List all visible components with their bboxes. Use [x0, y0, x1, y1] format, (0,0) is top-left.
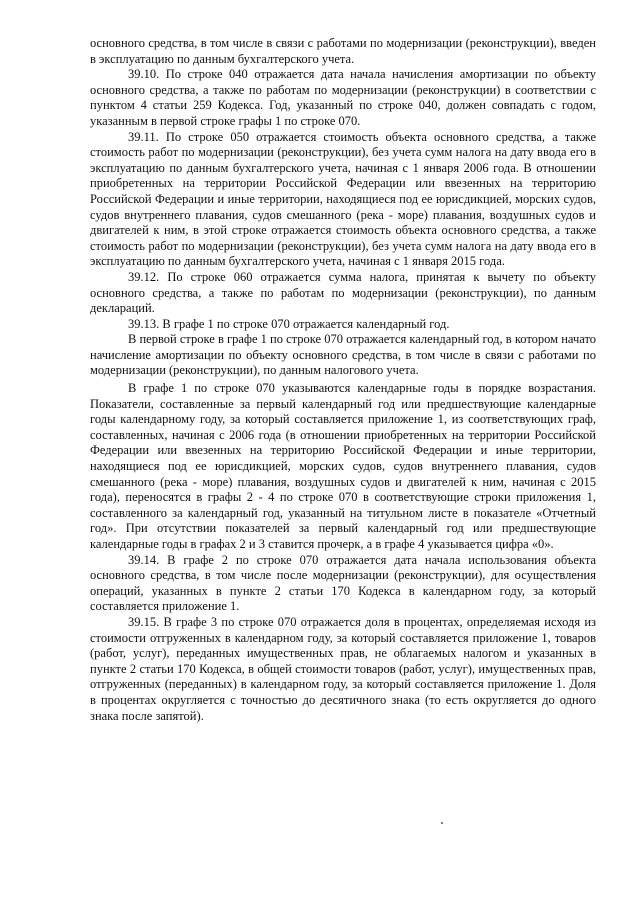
paragraph-39-12: 39.12. По строке 060 отражается сумма налога, принятая к вычету по объекту основного средства, а также по работам по модернизации (реконструкции), по данным деклараций. — [90, 269, 596, 316]
paragraph-39-13: 39.13. В графе 1 по строке 070 отражается календарный год. — [128, 316, 450, 331]
paragraph-continuation: основного средства, в том числе в связи с работами по модернизации (реконструкции), введен в эксплуатацию по данным бухгалтерского учета. — [90, 36, 596, 66]
paragraph-39-13-graph-1: В графе 1 по строке 070 указываются календарные годы в порядке возрастания. Показатели, составленные за первый календарный год или предшествующие календарные годы календарному году, за который составляется приложение 1, из соответствующих граф, составленных, начиная с 2006 года (в отношении приобретенных на территории Российской Федерации или ввезенных на территорию Российской Федерации и иные территории, находящиеся под ее юрисдикцией, морских судов, судов внутреннего плавания, судов смешанного (река - море) плавания, воздушных судов и двигателей к ним, начиная с 2015 года), переносятся в графы 2 - 4 по строке 070 в соответствующие строки приложения 1, составленного за календарный год, указанный на титульном листе в показателе «Отчетный год». При отсутствии показателей за первый календарный год или предшествующие календарные годы в графах 2 и 3 ставится прочерк, а в графе 4 указывается цифра «0». — [90, 381, 596, 551]
paragraph-39-14: 39.14. В графе 2 по строке 070 отражается дата начала использования объекта основного средства, в том числе после модернизации (реконструкции), для осуществления операций, указанных в пункте 2 статьи 170 Кодекса в календарном году, за который составляется приложение 1. — [90, 552, 596, 614]
paragraph-39-10: 39.10. По строке 040 отражается дата начала начисления амортизации по объекту основного средства, а также по работам по модернизации (реконструкции) в соответствии с пунктом 4 статьи 259 Кодекса. Год, указанный по строке 040, должен совпадать с годом, указанным в первой строке графы 1 по строке 070. — [90, 67, 596, 128]
paragraph-39-13-first-line: В первой строке в графе 1 по строке 070 отражается календарный год, в котором начато начисление амортизации по объекту основного средства, в том числе в связи с работами по модернизации (реконструкции), по данным налогового учета. — [90, 332, 596, 378]
scan-speck — [441, 822, 443, 824]
paragraph-39-15: 39.15. В графе 3 по строке 070 отражается доля в процентах, определяемая исходя из стоимости отгруженных в календарном году, за который составляется приложение 1, товаров (работ, услуг), переданных имущественных прав, не облагаемых налогом и указанных в пункте 2 статьи 170 Кодекса, в общей стоимости товаров (работ, услуг), имущественных прав, отгруженных (переданных) в календарном году, за который составляется приложение 1. Доля в процентах округляется с точностью до десятичного знака (то есть округляется до одного знака после запятой). — [90, 614, 596, 723]
paragraph-39-11: 39.11. По строке 050 отражается стоимость объекта основного средства, а также стоимость работ по модернизации (реконструкции), без учета сумм налога на дату ввода его в эксплуатацию по данным бухгалтерского учета, начиная с 1 января 2006 года. В отношении приобретенных на территории Российской Федерации или ввезенных на территорию Российской Федерации и иные территории, находящиеся под ее юрисдикцией, морских судов, судов внутреннего плавания, судов смешанного (река - море) плавания, воздушных судов и двигателей к ним, в этой строке отражается стоимость объекта основного средства, а также стоимость работ по модернизации (реконструкции), без учета сумм налога на дату ввода его в эксплуатацию по данным бухгалтерского учета, начиная с 1 января 2015 года. — [90, 129, 596, 269]
